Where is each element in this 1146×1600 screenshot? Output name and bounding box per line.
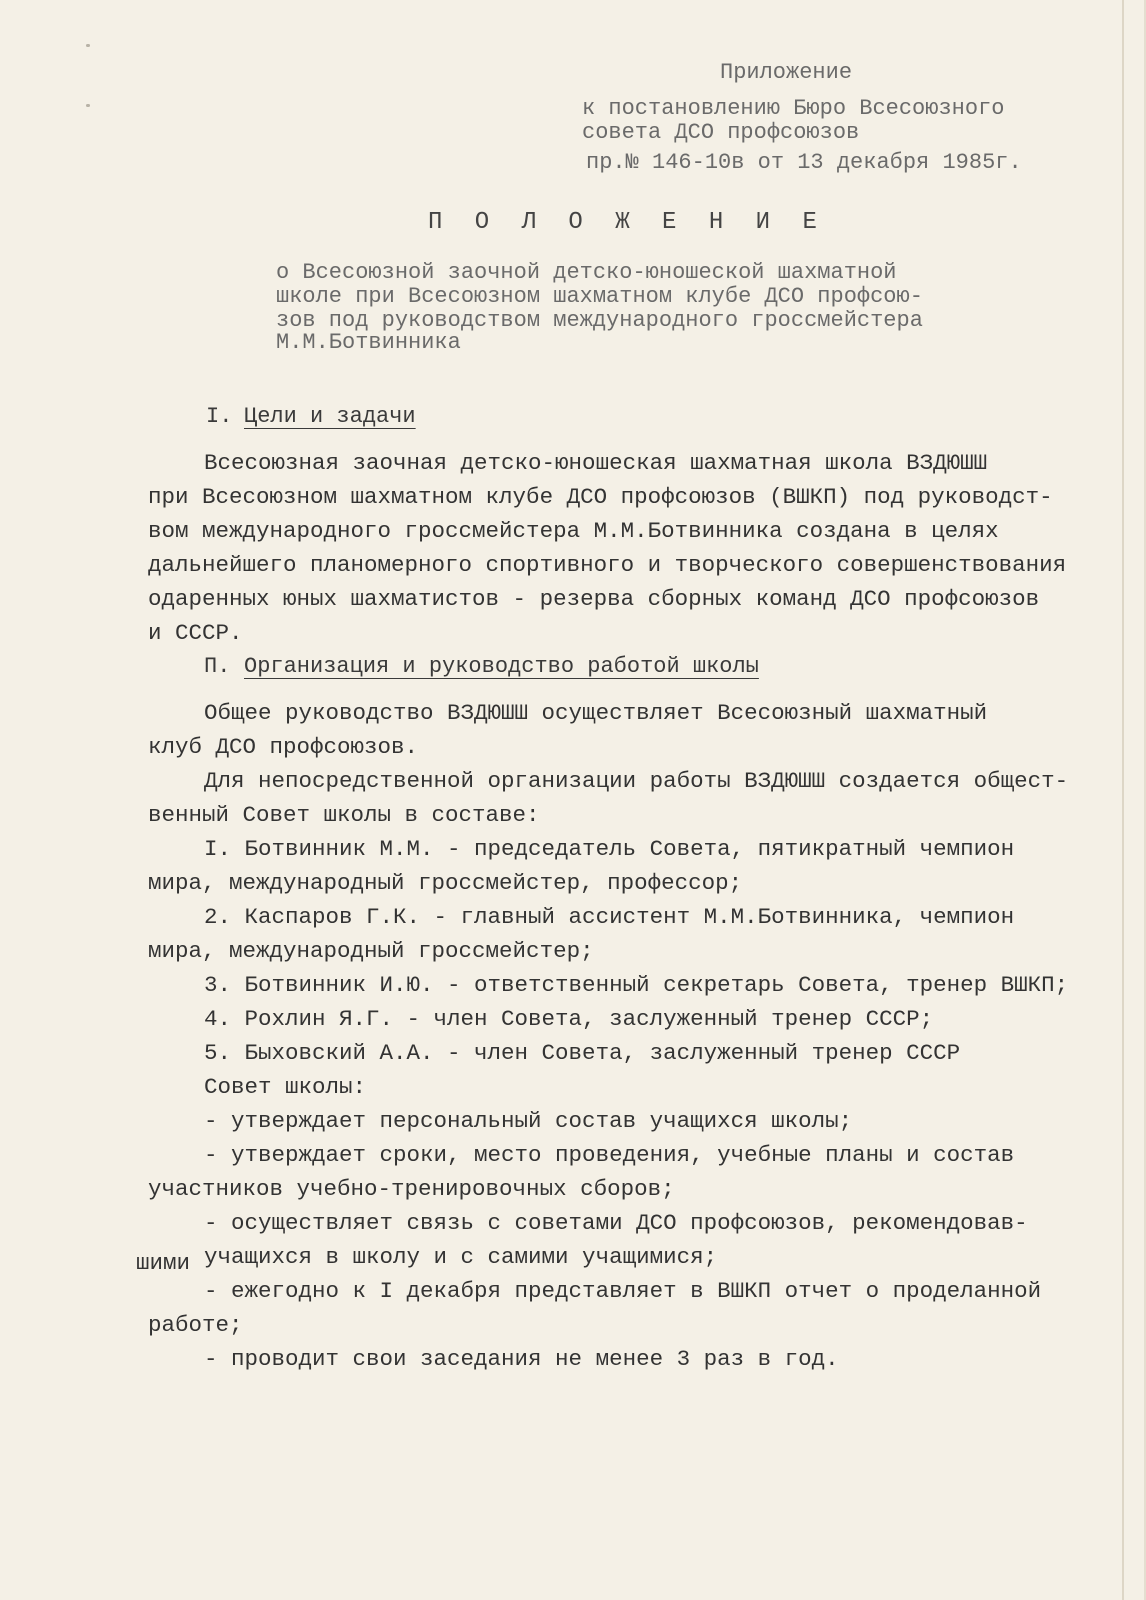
council-member-line: мира, международный гроссмейстер; xyxy=(148,938,594,964)
section-1-line: Всесоюзная заочная детско-юношеская шахматная школа ВЗДЮШШ xyxy=(204,450,988,476)
council-member-line: 2. Каспаров Г.К. - главный ассистент М.М.Ботвинника, чемпион xyxy=(204,904,1015,930)
council-duty-line: шими xyxy=(136,1250,191,1276)
section-1-line: дальнейшего планомерного спортивного и творческого совершенствования xyxy=(148,552,1067,578)
section-2-heading: Организация и руководство работой школы xyxy=(244,654,759,679)
section-1-line: и СССР. xyxy=(148,620,243,646)
council-duty-line: участников учебно-тренировочных сборов; xyxy=(148,1176,675,1202)
appendix-label: Приложение xyxy=(720,60,853,85)
appendix-council: совета ДСО профсоюзов xyxy=(582,120,860,145)
subtitle-line: школе при Всесоюзном шахматном клубе ДСО профсою- xyxy=(276,284,923,309)
section-2-number: П. xyxy=(204,654,231,679)
council-member-line: 5. Быховский А.А. - член Совета, заслуженный тренер СССР xyxy=(204,1040,961,1066)
council-member-line: I. Ботвинник М.М. - председатель Совета, пятикратный чемпион xyxy=(204,836,1015,862)
section-2-line: клуб ДСО профсоюзов. xyxy=(148,734,419,760)
appendix-protocol: пр.№ 146-10в от 13 декабря 1985г. xyxy=(586,150,1022,175)
paper-speck xyxy=(86,104,90,107)
council-duty-line: работе; xyxy=(148,1312,243,1338)
document-title: П О Л О Ж Е Н И Е xyxy=(428,209,826,236)
paper-speck xyxy=(86,44,90,47)
section-1-number: I. xyxy=(206,404,233,429)
council-duty-line: - ежегодно к I декабря представляет в ВШКП отчет о проделанной xyxy=(204,1278,1042,1304)
page-edge-shadow xyxy=(1122,0,1124,1600)
council-duty-line: - осуществляет связь с советами ДСО профсоюзов, рекомендовав- xyxy=(204,1210,1028,1236)
council-member-line: 3. Ботвинник И.Ю. - ответственный секретарь Совета, тренер ВШКП; xyxy=(204,972,1069,998)
council-duty-line: - проводит свои заседания не менее 3 раз в год. xyxy=(204,1346,839,1372)
council-duty-line: учащихся в школу и с самими учащимися; xyxy=(204,1244,718,1270)
section-1-heading: Цели и задачи xyxy=(244,404,416,429)
section-2-line: Общее руководство ВЗДЮШШ осуществляет Всесоюзный шахматный xyxy=(204,700,988,726)
appendix-resolution: к постановлению Бюро Всесоюзного xyxy=(582,96,1005,121)
section-2-line: Для непосредственной организации работы ВЗДЮШШ создается общест- xyxy=(204,768,1069,794)
section-2-line: венный Совет школы в составе: xyxy=(148,802,540,828)
council-duties-heading: Совет школы: xyxy=(204,1074,367,1100)
subtitle-line: о Всесоюзной заочной детско-юношеской шахматной xyxy=(276,260,897,285)
section-1-line: вом международного гроссмейстера М.М.Ботвинника создана в целях xyxy=(148,518,999,544)
council-duty-line: - утверждает сроки, место проведения, учебные планы и состав xyxy=(204,1142,1015,1168)
subtitle-line: зов под руководством международного гроссмейстера xyxy=(276,308,923,333)
council-duty-line: - утверждает персональный состав учащихся школы; xyxy=(204,1108,853,1134)
council-member-line: мира, международный гроссмейстер, профессор; xyxy=(148,870,743,896)
subtitle-line: М.М.Ботвинника xyxy=(276,330,461,355)
council-member-line: 4. Рохлин Я.Г. - член Совета, заслуженный тренер СССР; xyxy=(204,1006,934,1032)
section-1-line: одаренных юных шахматистов - резерва сборных команд ДСО профсоюзов xyxy=(148,586,1040,612)
section-1-line: при Всесоюзном шахматном клубе ДСО профсоюзов (ВШКП) под руководст- xyxy=(148,484,1053,510)
